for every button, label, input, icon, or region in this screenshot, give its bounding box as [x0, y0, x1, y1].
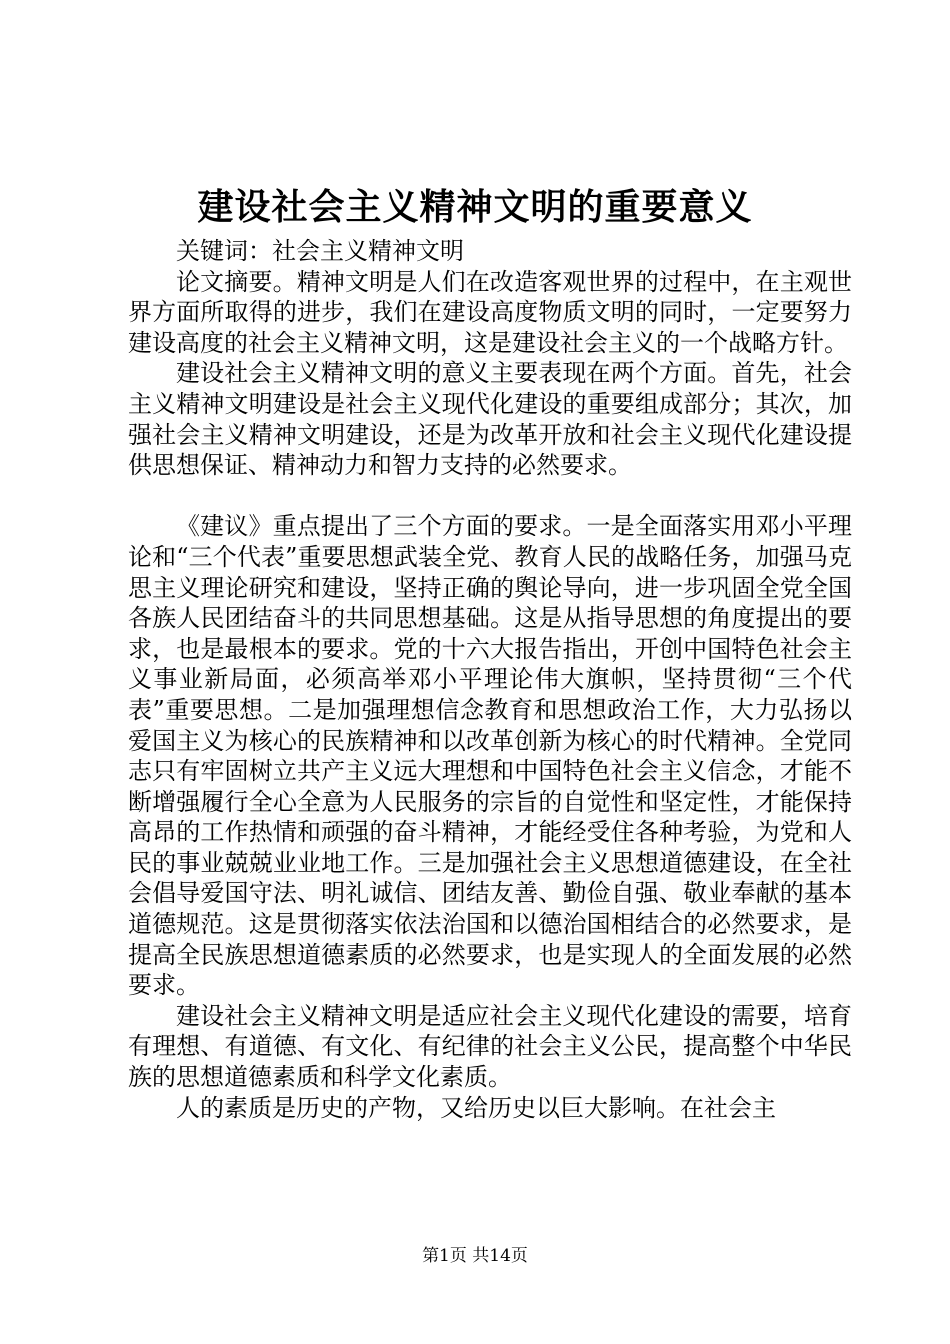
paragraph-abstract: 论文摘要。精神文明是人们在改造客观世界的过程中，在主观世界方面所取得的进步，我们在建设高度物质文明的同时，一定要努力建设高度的社会主义精神文明，这是建设社会主义的一个战略方针。: [128, 267, 852, 357]
page-indicator: 第1页 共14页: [422, 1246, 528, 1266]
paragraph-proposal: 《建议》重点提出了三个方面的要求。一是全面落实用邓小平理论和“三个代表”重要思想武装全党、教育人民的战略任务，加强马克思主义理论研究和建设，坚持正确的舆论导向，进一步巩固全党全国各族人民团结奋斗的共同思想基础。这是从指导思想的角度提出的要求，也是最根本的要求。党的十六大报告指出，开创中国特色社会主义事业新局面，必须高举邓小平理论伟大旗帜，坚持贯彻“三个代表”重要思想。二是加强理想信念教育和思想政治工作，大力弘扬以爱国主义为核心的民族精神和以改革创新为核心的时代精神。全党同志只有牢固树立共产主义远大理想和中国特色社会主义信念，才能不断增强履行全心全意为人民服务的宗旨的自觉性和坚定性，才能保持高昂的工作热情和顽强的奋斗精神，才能经受住各种考验，为党和人民的事业兢兢业业地工作。三是加强社会主义思想道德建设，在全社会倡导爱国守法、明礼诚信、团结友善、勤俭自强、敬业奉献的基本道德规范。这是贯彻落实依法治国和以德治国相结合的必然要求，是提高全民族思想道德素质的必然要求，也是实现人的全面发展的必然要求。: [128, 512, 852, 1000]
paragraph-citizens: 建设社会主义精神文明是适应社会主义现代化建设的需要，培育有理想、有道德、有文化、有纪律的社会主义公民，提高整个中华民族的思想道德素质和科学文化素质。: [128, 1001, 852, 1092]
keywords-line: 关键词：社会主义精神文明: [176, 237, 464, 265]
document-body: [128, 236, 852, 1123]
paragraph-significance: 建设社会主义精神文明的意义主要表现在两个方面。首先，社会主义精神文明建设是社会主义现代化建设的重要组成部分；其次，加强社会主义精神文明建设，还是为改革开放和社会主义现代化建设提供思想保证、精神动力和智力支持的必然要求。: [128, 359, 852, 480]
document-title: 建设社会主义精神文明的重要意义: [197, 186, 753, 228]
paragraph-human-quality: 人的素质是历史的产物，又给历史以巨大影响。在社会主: [176, 1093, 776, 1122]
